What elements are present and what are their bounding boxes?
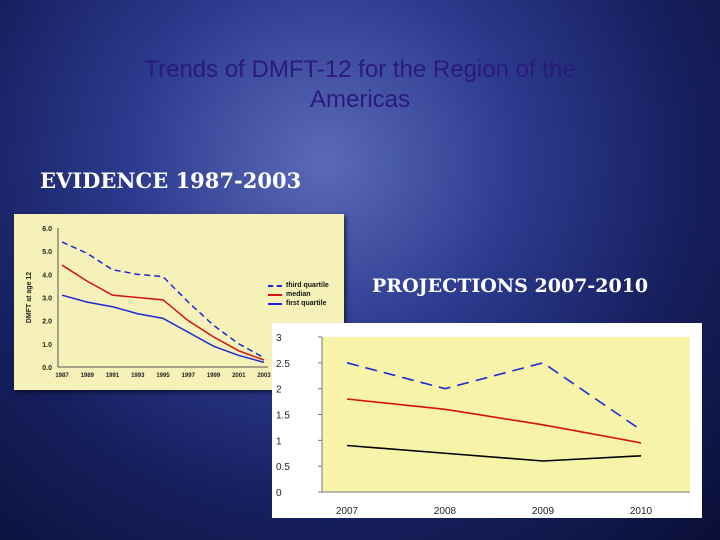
projection-y-tick-label: 1 bbox=[276, 436, 282, 448]
evidence-y-tick-label: 0.0 bbox=[42, 365, 52, 372]
evidence-y-axis-label: DMFT at age 12 bbox=[26, 271, 33, 324]
evidence-x-tick-label: 1995 bbox=[156, 373, 170, 379]
evidence-x-tick-label: 2003 bbox=[257, 373, 271, 379]
projection-y-tick-label: 0.5 bbox=[276, 462, 290, 474]
evidence-x-tick-label: 1997 bbox=[181, 373, 195, 379]
projection-y-tick-label: 2 bbox=[276, 384, 282, 396]
evidence-x-tick-label: 1991 bbox=[105, 373, 120, 379]
legend-swatch bbox=[268, 285, 282, 287]
evidence-x-tick-label: 1999 bbox=[206, 373, 221, 379]
legend-swatch bbox=[268, 294, 282, 296]
legend-item bbox=[268, 299, 329, 308]
projection-y-tick-label: 2.5 bbox=[276, 358, 290, 370]
legend-label: third quartile bbox=[286, 282, 329, 289]
evidence-plot-area bbox=[58, 228, 268, 367]
legend-label: first quartile bbox=[286, 300, 327, 307]
evidence-y-tick-label: 3.0 bbox=[42, 295, 52, 303]
legend-swatch bbox=[268, 303, 282, 305]
evidence-y-tick-label: 2.0 bbox=[42, 318, 52, 326]
legend-label: median bbox=[286, 291, 311, 298]
projection-plot-area bbox=[322, 337, 690, 492]
slide-title bbox=[80, 55, 640, 115]
slide-title-line-2: Americas bbox=[309, 86, 411, 113]
projection-y-tick-label: 3 bbox=[276, 333, 282, 344]
evidence-x-tick-label: 1993 bbox=[131, 373, 145, 379]
evidence-x-tick-label: 1989 bbox=[80, 373, 94, 379]
projections-label: PROJECTIONS 2007-2010 bbox=[372, 275, 649, 297]
projection-x-tick-label: 2009 bbox=[531, 506, 555, 517]
projection-x-tick-label: 2007 bbox=[335, 506, 359, 517]
projection-x-tick-label: 2008 bbox=[433, 506, 457, 517]
evidence-y-tick-label: 6.0 bbox=[42, 226, 52, 233]
projection-chart bbox=[272, 323, 702, 518]
evidence-x-tick-label: 1987 bbox=[55, 373, 69, 379]
slide-title-line-1: Trends of DMFT-12 for the Region of the bbox=[144, 56, 576, 83]
projection-chart-panel bbox=[272, 323, 702, 518]
evidence-y-tick-label: 1.0 bbox=[42, 341, 52, 349]
projection-y-tick-label: 1.5 bbox=[276, 410, 290, 422]
evidence-label: EVIDENCE 1987-2003 bbox=[40, 168, 302, 193]
evidence-y-tick-label: 4.0 bbox=[42, 272, 52, 280]
legend-item bbox=[268, 281, 329, 290]
evidence-x-tick-label: 2001 bbox=[232, 373, 246, 379]
legend-item bbox=[268, 290, 329, 299]
evidence-y-tick-label: 5.0 bbox=[42, 249, 52, 257]
projection-y-tick-label: 0 bbox=[276, 488, 282, 499]
evidence-legend bbox=[268, 281, 329, 308]
projection-x-tick-label: 2010 bbox=[629, 506, 653, 517]
